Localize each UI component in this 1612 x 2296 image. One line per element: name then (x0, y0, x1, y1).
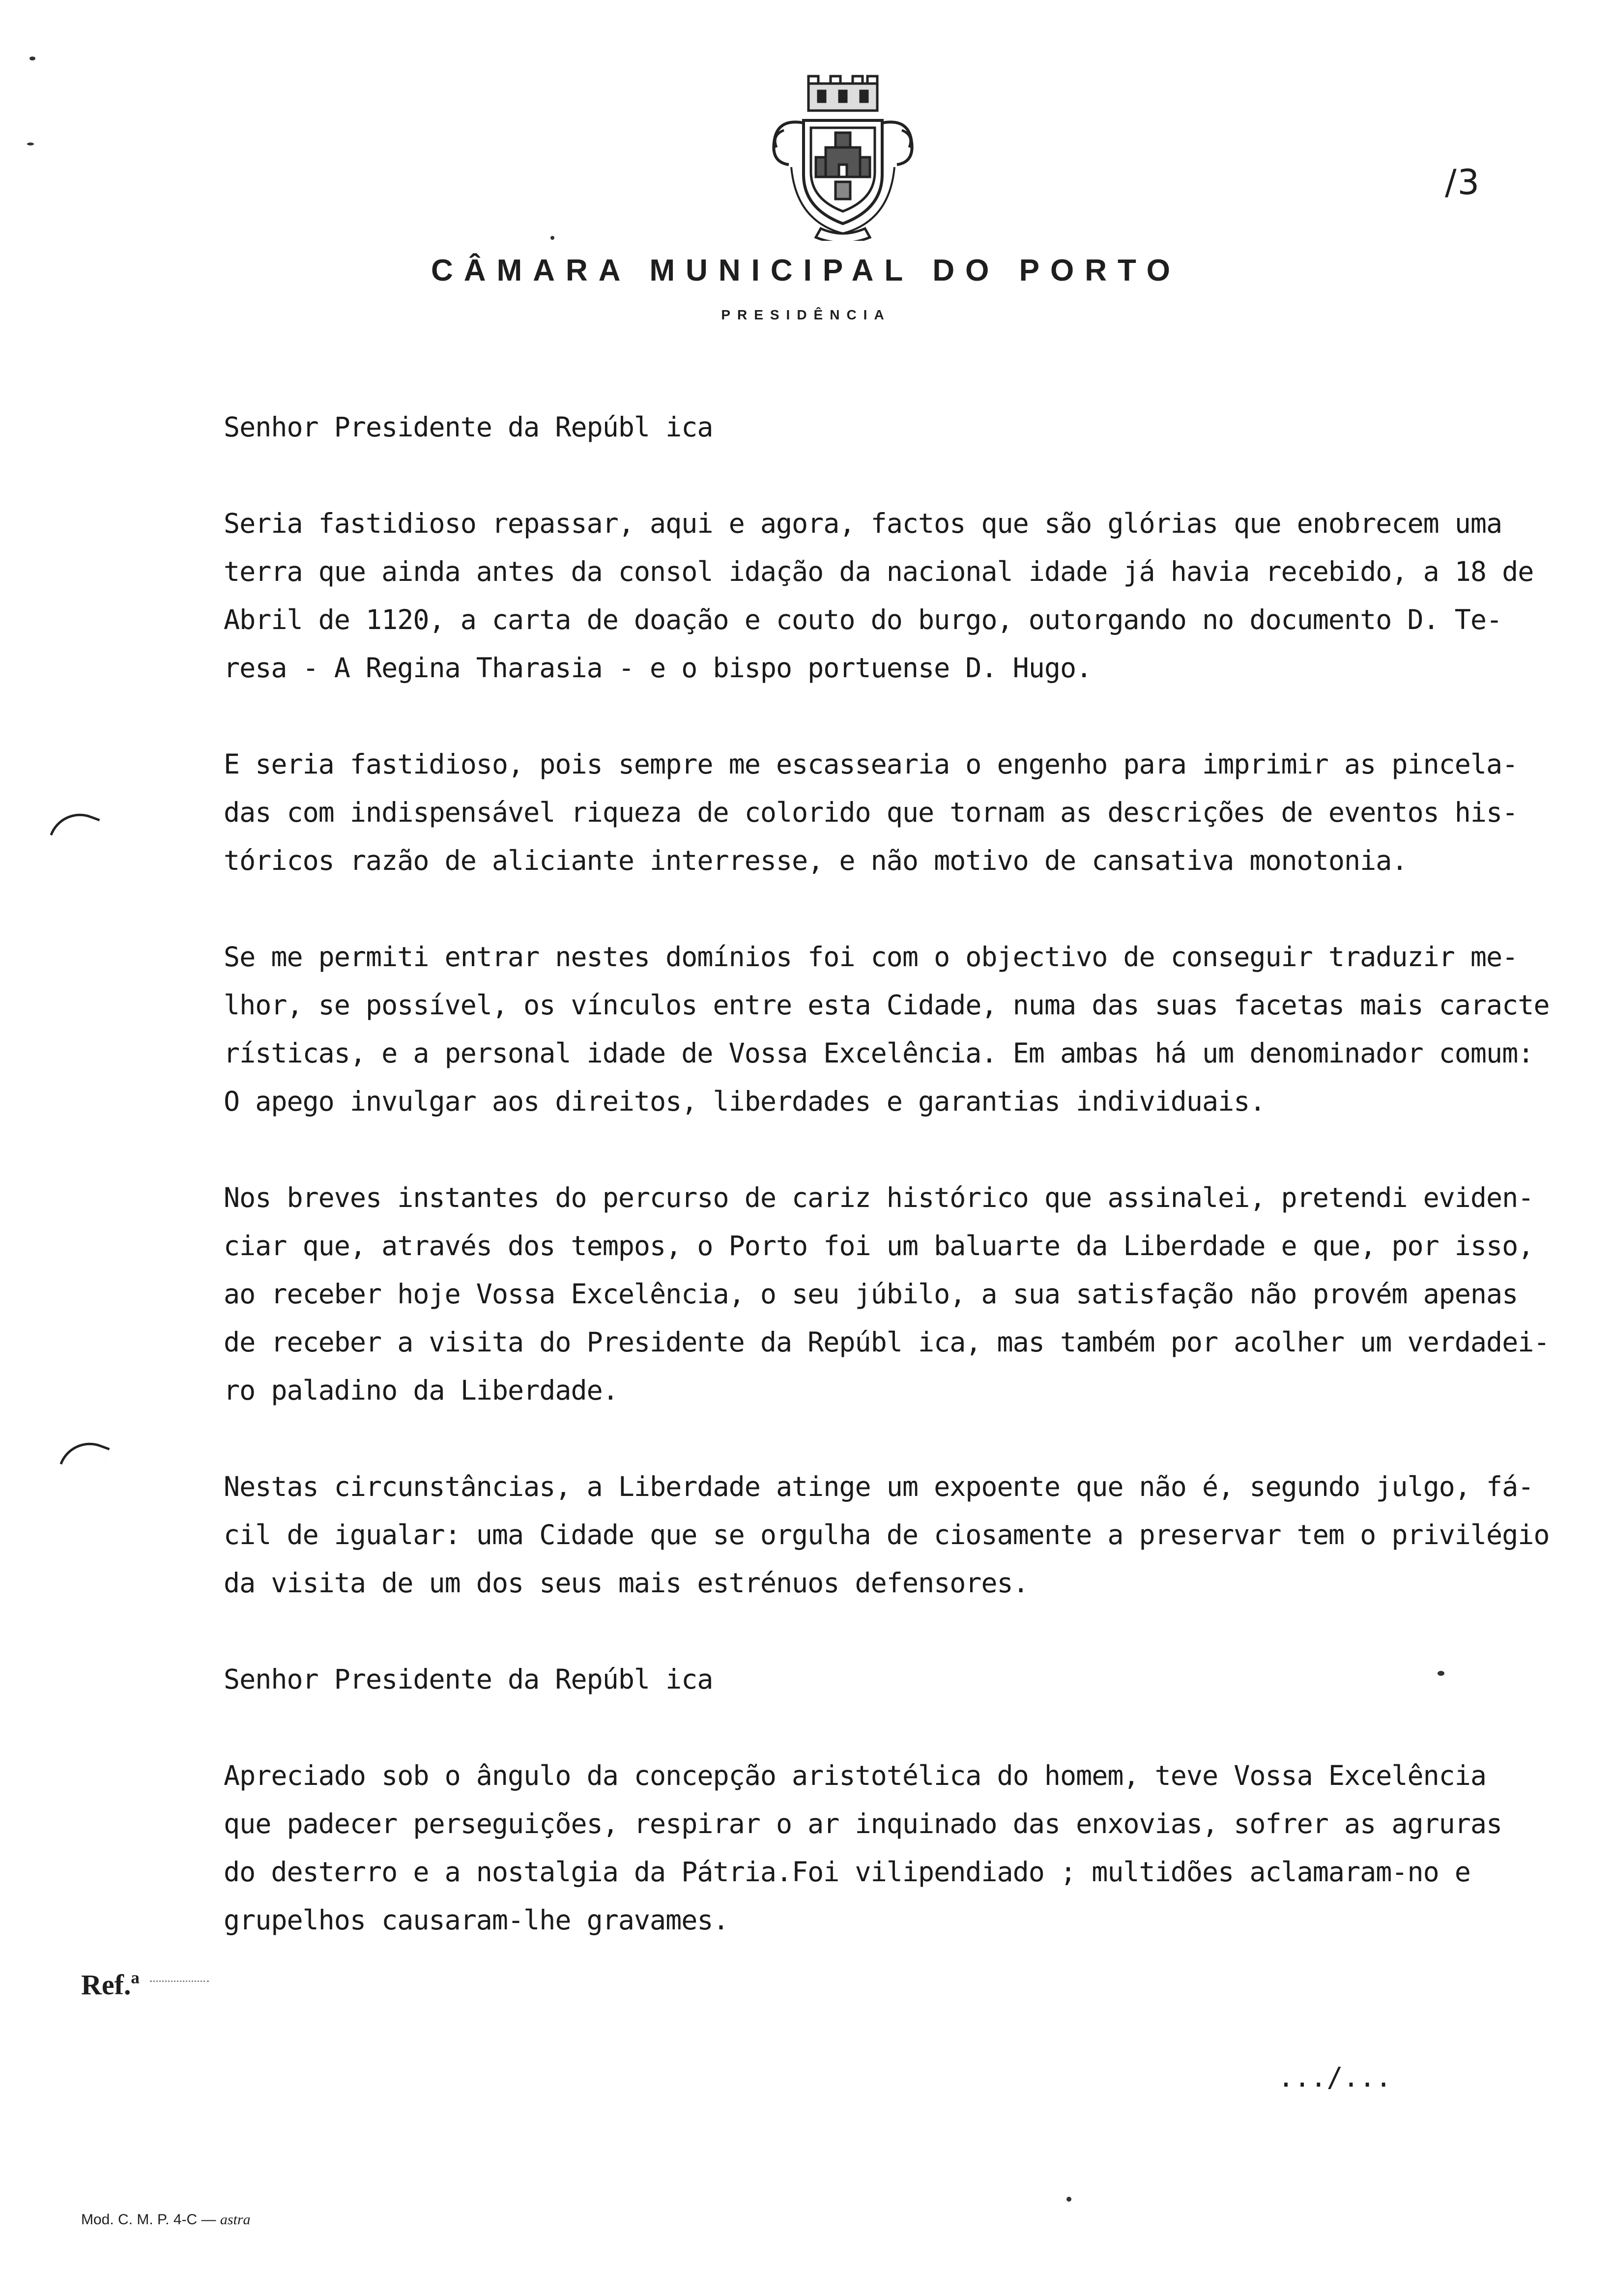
paragraph-1 (224, 499, 1580, 692)
institution-name: CÂMARA MUNICIPAL DO PORTO (431, 254, 1181, 287)
text-line: de receber a visita do Presidente da Repúbl ica, mas também por acolher um verdadei- (224, 1326, 1550, 1358)
reference-label: Ref.ª (81, 1969, 140, 2001)
reference-dotted-line (150, 1980, 209, 1982)
text-line: Nos breves instantes do percurso de cariz histórico que assinalei, pretendi eviden- (224, 1182, 1534, 1213)
text-line: rísticas, e a personal idade de Vossa Excelência. Em ambas há um denominador comum: (224, 1037, 1534, 1069)
text-line: das com indispensável riqueza de colorido que tornam as descrições de eventos his- (224, 797, 1518, 828)
page-number: /3 (1445, 162, 1481, 202)
text-line: da visita de um dos seus mais estrénuos defensores. (224, 1567, 1029, 1599)
punch-hole-mark (59, 1434, 110, 1478)
text-line: ciar que, através dos tempos, o Porto foi um baluarte da Liberdade e que, por isso, (224, 1230, 1534, 1262)
text-line: Abril de 1120, a carta de doação e couto do burgo, outorgando no documento D. Te- (224, 604, 1502, 635)
scan-speck (1066, 2197, 1071, 2202)
punch-hole-mark (50, 804, 100, 849)
text-line: tóricos razão de aliciante interresse, e não motivo de cansativa monotonia. (224, 845, 1408, 876)
text-line: resa - A Regina Tharasia - e o bispo portuense D. Hugo. (224, 652, 1092, 684)
text-line: do desterro e a nostalgia da Pátria.Foi vilipendiado ; multidões aclamaram-no e (224, 1856, 1470, 1888)
text-line: terra que ainda antes da consol idação da nacional idade já havia recebido, a 18 de (224, 556, 1534, 587)
form-brand: astra (220, 2211, 251, 2228)
text-line: que padecer perseguições, respirar o ar inquinado das enxovias, sofrer as agruras (224, 1808, 1502, 1839)
scan-speck (550, 236, 554, 240)
paragraph-5 (224, 1463, 1580, 1607)
text-line: Senhor Presidente da Repúbl ica (224, 1664, 713, 1695)
text-line: Apreciado sob o ângulo da concepção aristotélica do homem, teve Vossa Excelência (224, 1760, 1487, 1791)
salutation (224, 403, 1580, 451)
text-line: Senhor Presidente da Repúbl ica (224, 411, 713, 443)
letter-body (224, 403, 1580, 1992)
paragraph-4 (224, 1174, 1580, 1414)
text-line: ro paladino da Liberdade. (224, 1375, 618, 1406)
form-code-text: Mod. C. M. P. 4-C — (81, 2211, 216, 2228)
text-line: ao receber hoje Vossa Excelência, o seu júbilo, a sua satisfação não provém apenas (224, 1278, 1518, 1310)
department-name: PRESIDÊNCIA (721, 307, 891, 322)
text-line: grupelhos causaram-lhe gravames. (224, 1904, 729, 1936)
porto-coat-of-arms-icon (757, 74, 929, 241)
scan-speck (29, 57, 35, 60)
continuation-marker: .../... (1278, 2062, 1392, 2093)
text-line: E seria fastidioso, pois sempre me escassearia o engenho para imprimir as pincela- (224, 748, 1518, 780)
form-code (81, 2211, 251, 2228)
paragraph-2 (224, 740, 1580, 885)
paragraph-6 (224, 1751, 1580, 1944)
scan-speck (1438, 1671, 1444, 1676)
text-line: O apego invulgar aos direitos, liberdades e garantias individuais. (224, 1086, 1266, 1117)
text-line: Nestas circunstâncias, a Liberdade atinge um expoente que não é, segundo julgo, fá- (224, 1471, 1534, 1502)
paragraph-3 (224, 933, 1580, 1125)
text-line: Se me permiti entrar nestes domínios foi com o objectivo de conseguir traduzir me- (224, 941, 1518, 973)
text-line: lhor, se possível, os vínculos entre esta Cidade, numa das suas facetas mais caracte (224, 989, 1550, 1021)
salutation-2 (224, 1655, 1580, 1703)
text-line: Seria fastidioso repassar, aqui e agora, factos que são glórias que enobrecem uma (224, 508, 1502, 539)
text-line: cil de igualar: uma Cidade que se orgulha de ciosamente a preservar tem o privilégio (224, 1519, 1550, 1550)
scan-speck (27, 143, 34, 145)
